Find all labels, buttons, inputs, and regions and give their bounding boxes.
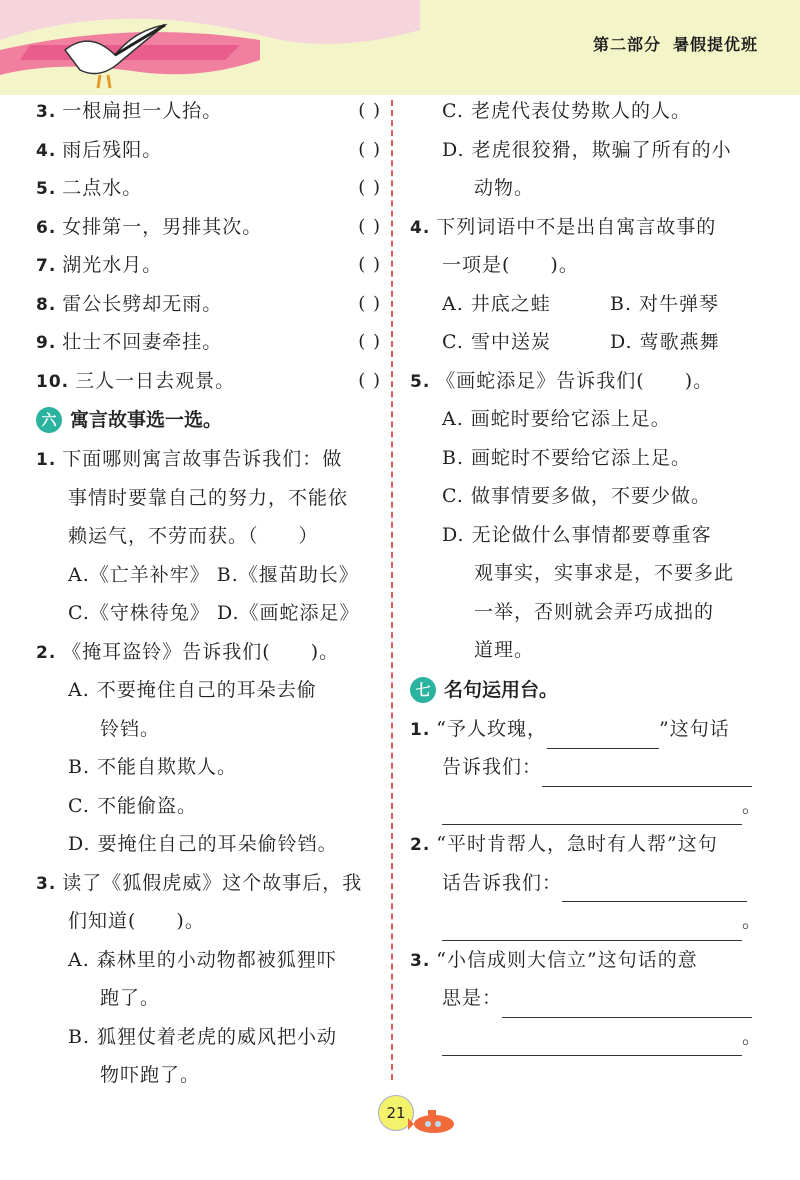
- quote-question: 1. “予人玫瑰， ”这句话: [410, 710, 755, 749]
- header-class: 暑假提优班: [672, 35, 758, 54]
- question-line: 3. 读了《狐假虎威》这个故事后，我: [36, 871, 363, 894]
- option-line[interactable]: B. 狐狸仗着老虎的威风把小动: [68, 1025, 338, 1048]
- fill-blank[interactable]: [442, 918, 742, 941]
- fill-blank[interactable]: [502, 995, 752, 1018]
- fill-blank[interactable]: [442, 1033, 742, 1056]
- fill-blank[interactable]: [442, 802, 742, 825]
- header-title: [593, 32, 758, 55]
- answer-paren[interactable]: ( ): [358, 292, 381, 314]
- option-line-cont: 动物。: [474, 177, 535, 199]
- riddle-item: 5. 二点水。 ( ): [36, 169, 381, 208]
- riddle-item: 9. 壮士不回妻牵挂。 ( ): [36, 323, 381, 362]
- left-column: [36, 92, 381, 1095]
- question-line: 4. 下列词语中不是出自寓言故事的: [410, 215, 717, 238]
- question-line: 1. 下面哪则寓言故事告诉我们：做: [36, 448, 343, 470]
- option-line-cont: 一举，否则就会弄巧成拙的: [474, 600, 715, 623]
- quote-question: 2. “平时肯帮人，急时有人帮”这句: [410, 833, 718, 855]
- question-line: 2. 《掩耳盗铃》告诉我们( )。: [36, 640, 340, 663]
- option-pair: [410, 323, 755, 362]
- riddle-item: 8. 雷公长劈却无雨。 ( ): [36, 285, 381, 324]
- section-six-heading: 六 寓言故事选一选。: [36, 400, 381, 440]
- option-line-cont: 观事实，实事求是，不要多此: [474, 562, 735, 584]
- quote-answer-line: 话告诉我们：: [410, 864, 755, 903]
- option-line-cont: 铃铛。: [100, 717, 161, 740]
- answer-paren[interactable]: ( ): [358, 215, 381, 237]
- quote-answer-line: 思是：: [410, 979, 755, 1018]
- option[interactable]: B. 对牛弹琴: [610, 292, 720, 315]
- submarine-icon: [408, 1100, 458, 1136]
- answer-paren[interactable]: ( ): [358, 177, 381, 198]
- fill-blank[interactable]: [542, 764, 752, 787]
- option-line[interactable]: A. 不要掩住自己的耳朵去偷: [68, 679, 317, 701]
- option-line[interactable]: C. 做事情要多做，不要少做。: [442, 485, 711, 507]
- option-line[interactable]: D. 无论做什么事情都要尊重客: [442, 523, 712, 546]
- question-line: 事情时要靠自己的努力，不能依: [68, 486, 349, 509]
- answer-paren[interactable]: ( ): [358, 369, 381, 391]
- option-line[interactable]: B. 不能自欺欺人。: [68, 756, 238, 778]
- fill-blank[interactable]: [562, 879, 747, 902]
- answer-paren[interactable]: ( ): [358, 254, 381, 275]
- page-number: 21: [378, 1095, 414, 1131]
- riddle-item: 7. 湖光水月。 ( ): [36, 246, 381, 285]
- seagull-illustration: [60, 20, 170, 90]
- question-line: 赖运气，不劳而获。（ ）: [68, 525, 319, 547]
- option-line[interactable]: C. 老虎代表仗势欺人的人。: [442, 100, 691, 122]
- option-line-cont: 物吓跑了。: [100, 1064, 201, 1086]
- option-line-cont: 跑了。: [100, 987, 161, 1009]
- option-line[interactable]: B. 画蛇时不要给它添上足。: [442, 446, 692, 469]
- option-line[interactable]: A. 森林里的小动物都被狐狸吓: [68, 948, 337, 971]
- riddle-item: 10. 三人一日去观景。 ( ): [36, 362, 381, 401]
- riddle-item: 6. 女排第一，男排其次。 ( ): [36, 208, 381, 247]
- answer-paren[interactable]: ( ): [358, 138, 381, 160]
- option-line[interactable]: C. 不能偷盗。: [68, 794, 197, 817]
- option[interactable]: C. 雪中送炭: [442, 331, 551, 353]
- answer-paren[interactable]: ( ): [358, 331, 381, 352]
- option-line[interactable]: D. 要掩住自己的耳朵偷铃铛。: [68, 833, 338, 855]
- question-line: 一项是( )。: [442, 254, 579, 276]
- column-divider: [391, 100, 393, 1080]
- question-line: 5. 《画蛇添足》告诉我们( )。: [410, 369, 714, 392]
- section-badge: 六: [36, 407, 62, 433]
- quote-answer-line: 。: [410, 1018, 755, 1057]
- fill-blank[interactable]: [547, 726, 659, 749]
- option-line[interactable]: D. 老虎很狡猾，欺骗了所有的小: [442, 138, 732, 161]
- header-part: 第二部分: [592, 35, 661, 54]
- option-line-cont: 道理。: [474, 639, 535, 661]
- right-column: [410, 92, 763, 1056]
- option-line[interactable]: A. 画蛇时要给它添上足。: [442, 408, 671, 430]
- section-badge: 七: [410, 677, 436, 703]
- option-line[interactable]: C.《守株待兔》 D.《画蛇添足》: [68, 602, 360, 624]
- section-seven-heading: 七 名句运用台。: [410, 670, 755, 710]
- answer-paren[interactable]: ( ): [358, 100, 381, 121]
- option-pair: [410, 285, 755, 324]
- riddle-item: 3. 一根扁担一人抬。 ( ): [36, 92, 381, 131]
- option[interactable]: D. 莺歌燕舞: [610, 331, 720, 353]
- quote-answer-line: 。: [410, 902, 755, 941]
- option-line[interactable]: A.《亡羊补牢》 B.《揠苗助长》: [68, 563, 359, 586]
- riddle-item: 4. 雨后残阳。 ( ): [36, 131, 381, 170]
- question-line: 们知道( )。: [68, 910, 205, 932]
- quote-question: 3. “小信成则大信立”这句话的意: [410, 948, 698, 971]
- option[interactable]: A. 井底之蛙: [442, 292, 551, 315]
- quote-answer-line: 告诉我们：: [410, 748, 755, 787]
- quote-answer-line: 。: [410, 787, 755, 826]
